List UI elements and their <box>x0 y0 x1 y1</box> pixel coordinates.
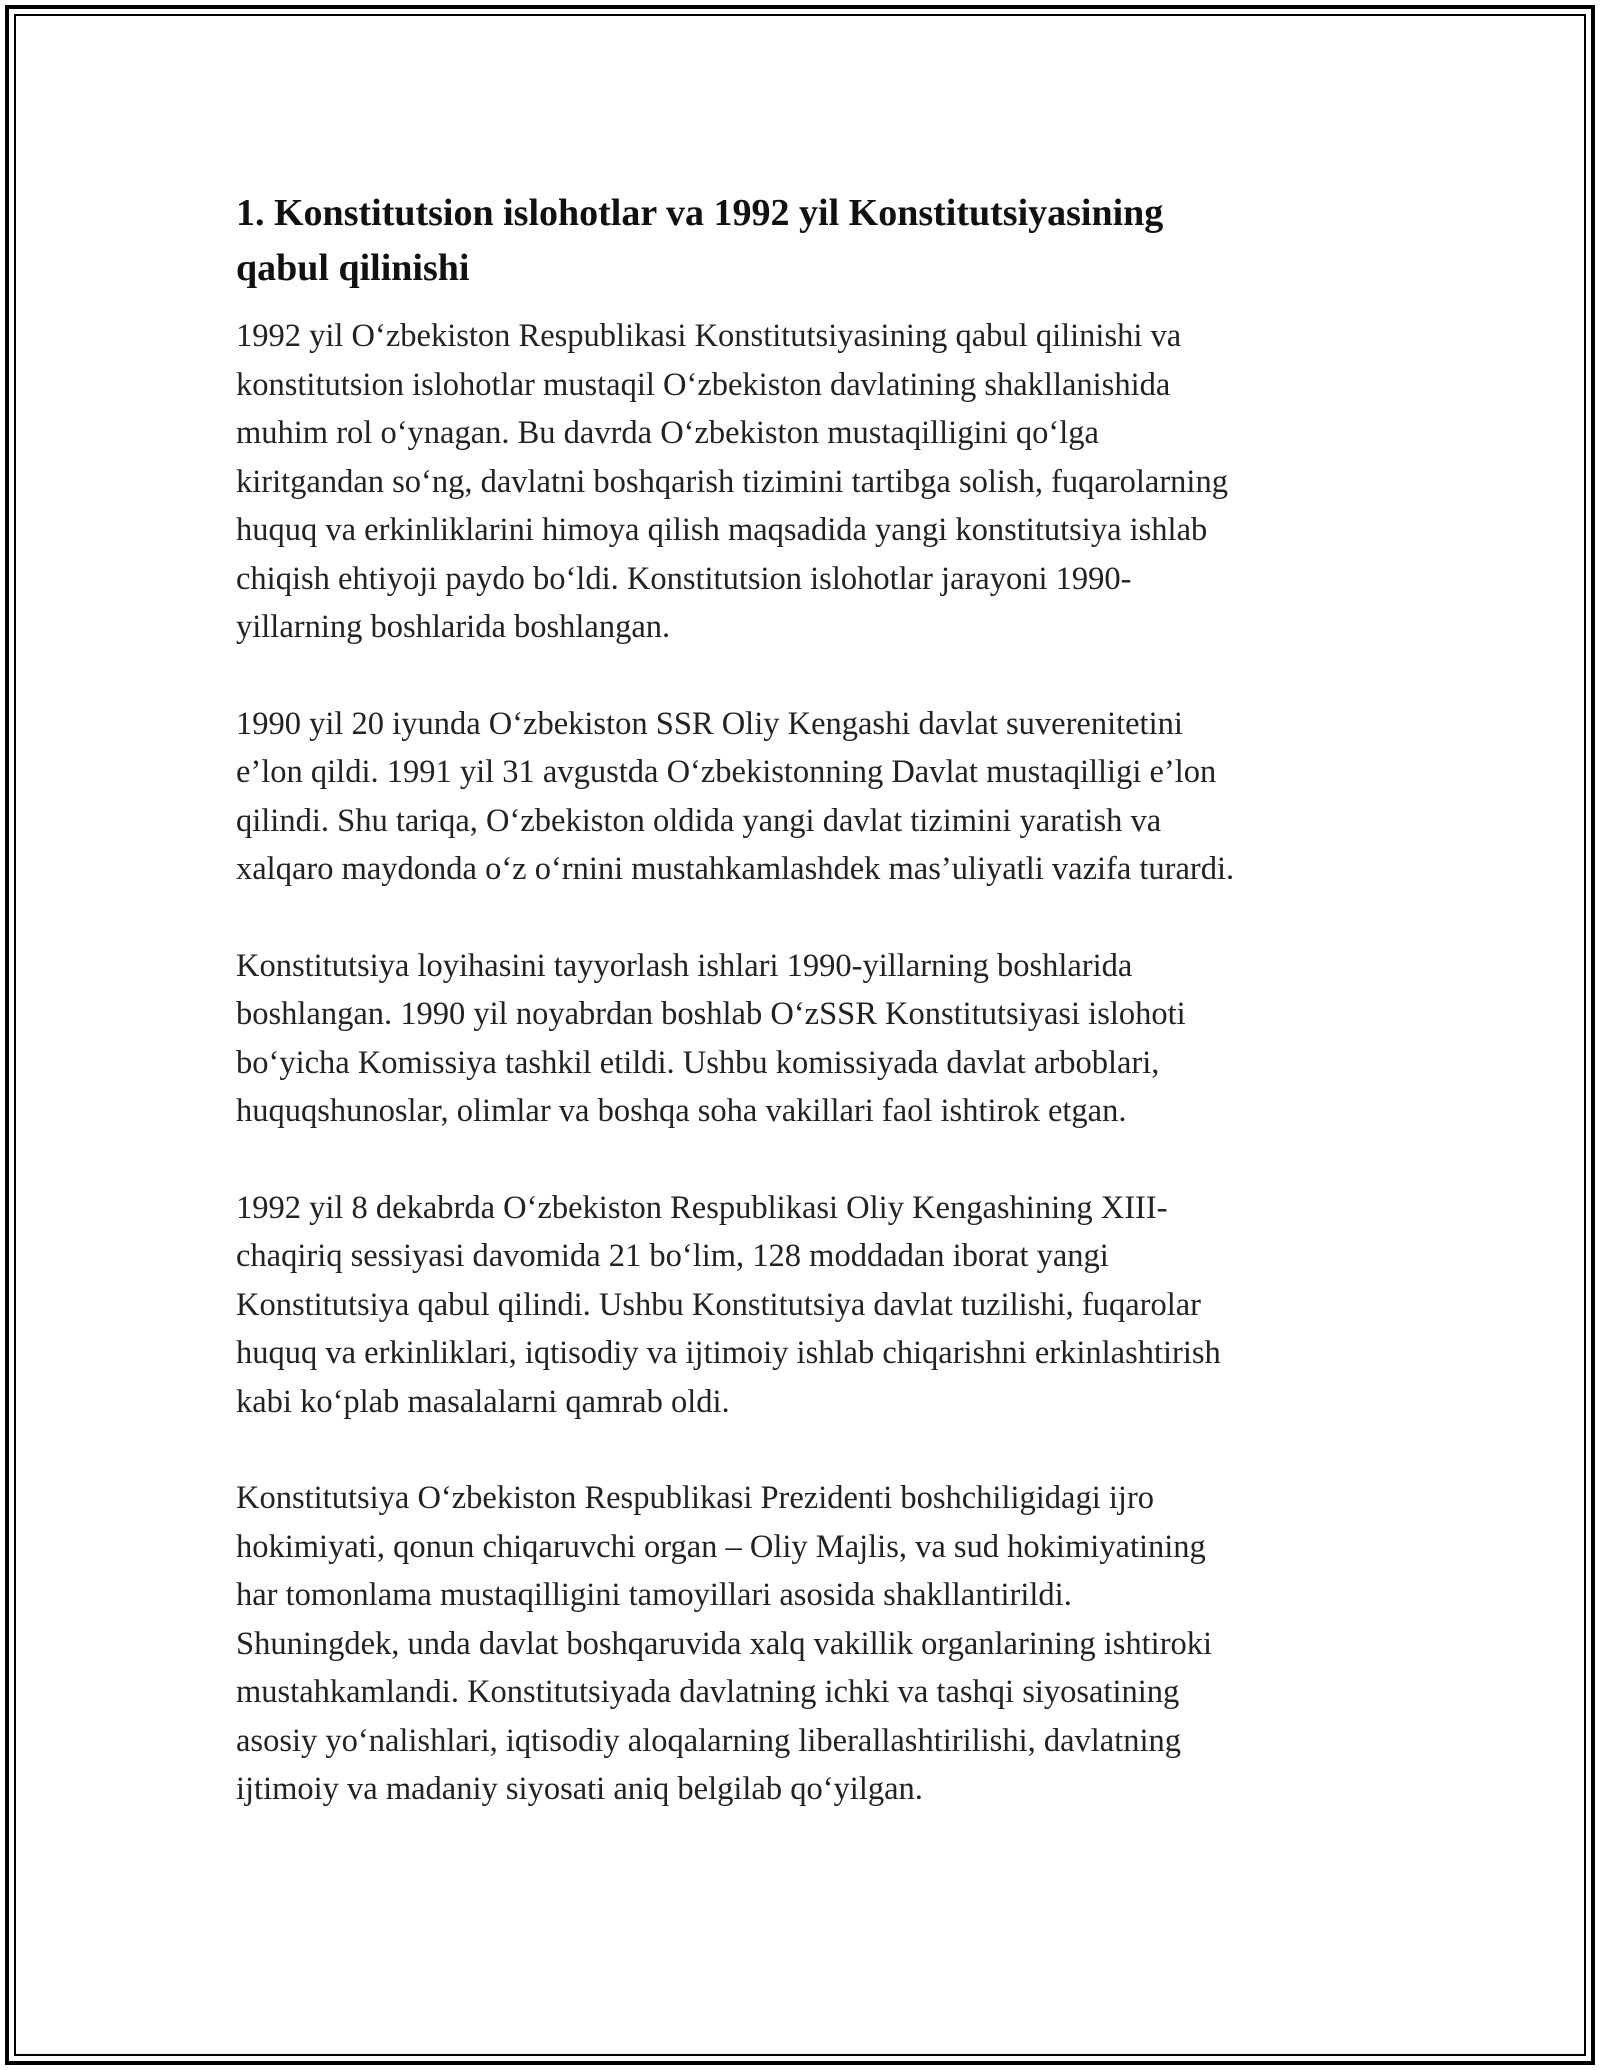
text-line: chiqish ehtiyoji paydo bo‘ldi. Konstitutsion islohotlar jarayoni 1990- <box>236 560 1132 597</box>
text-line: 1992 yil 8 dekabrda O‘zbekiston Respublikasi Oliy Kengashining XIII- <box>236 1189 1168 1226</box>
text-line: Konstitutsiya qabul qilindi. Ushbu Konstitutsiya davlat tuzilishi, fuqarolar <box>236 1286 1201 1323</box>
text-line: har tomonlama mustaqilligini tamoyillari asosida shakllantirildi. <box>236 1577 1072 1613</box>
text-line: hokimiyati, qonun chiqaruvchi organ – Oliy Majlis, va sud hokimiyatining <box>236 1528 1206 1565</box>
text-line: asosiy yo‘nalishlari, iqtisodiy aloqalarning liberallashtirilishi, davlatning <box>236 1722 1182 1759</box>
text-line: 1990 yil 20 iyunda O‘zbekiston SSR Oliy Kengashi davlat suverenitetini <box>236 705 1183 742</box>
text-line: huquq va erkinliklarini himoya qilish maqsadida yangi konstitutsiya ishlab <box>236 512 1208 548</box>
text-line: e’lon qildi. 1991 yil 31 avgustda O‘zbekistonning Davlat mustaqilligi e’lon <box>236 754 1217 790</box>
text-line: Konstitutsiya O‘zbekiston Respublikasi Prezidenti boshchiligidagi ijro <box>236 1480 1155 1516</box>
text-line: mustahkamlandi. Konstitutsiyada davlatning ichki va tashqi siyosatining <box>236 1674 1180 1710</box>
paragraph-3 <box>236 942 1386 1136</box>
text-line: qilindi. Shu tariqa, O‘zbekiston oldida yangi davlat tizimini yaratish va <box>236 802 1162 839</box>
text-line: kiritgandan so‘ng, davlatni boshqarish tizimini tartibga solish, fuqarolarning <box>236 463 1228 500</box>
text-line: ijtimoiy va madaniy siyosati aniq belgilab qo‘yilgan. <box>236 1771 923 1807</box>
text-line: bo‘yicha Komissiya tashkil etildi. Ushbu komissiyada davlat arboblari, <box>236 1044 1160 1081</box>
paragraph-5 <box>236 1474 1386 1814</box>
text-line: kabi ko‘plab masalalarni qamrab oldi. <box>236 1383 730 1420</box>
text-line: xalqaro maydonda o‘z o‘rnini mustahkamlashdek mas’uliyatli vazifa turardi. <box>236 851 1235 887</box>
text-line: huquqshunoslar, olimlar va boshqa soha vakillari faol ishtirok etgan. <box>236 1093 1127 1129</box>
text-line: konstitutsion islohotlar mustaqil O‘zbekiston davlatining shakllanishida <box>236 366 1171 403</box>
text-line: huquq va erkinliklari, iqtisodiy va ijtimoiy ishlab chiqarishni erkinlashtirish <box>236 1335 1221 1371</box>
section-heading-line: qabul qilinishi <box>236 247 470 289</box>
text-line: Shuningdek, unda davlat boshqaruvida xalq vakillik organlarining ishtiroki <box>236 1625 1213 1662</box>
section-heading-line: 1. Konstitutsion islohotlar va 1992 yil Konstitutsiyasining <box>236 192 1164 234</box>
section-heading <box>236 186 1386 296</box>
paragraph-2 <box>236 700 1386 894</box>
text-line: muhim rol o‘ynagan. Bu davrda O‘zbekiston mustaqilligini qo‘lga <box>236 415 1099 451</box>
text-line: yillarning boshlarida boshlangan. <box>236 609 671 645</box>
text-line: 1992 yil O‘zbekiston Respublikasi Konstitutsiyasining qabul qilinishi va <box>236 318 1182 354</box>
paragraph-4 <box>236 1184 1386 1427</box>
text-line: chaqiriq sessiyasi davomida 21 bo‘lim, 128 moddadan iborat yangi <box>236 1238 1109 1274</box>
text-line: Konstitutsiya loyihasini tayyorlash ishlari 1990-yillarning boshlarida <box>236 947 1133 984</box>
paragraph-1 <box>236 312 1386 652</box>
document-page <box>236 186 1386 1862</box>
text-line: boshlangan. 1990 yil noyabrdan boshlab O‘zSSR Konstitutsiyasi islohoti <box>236 996 1186 1032</box>
